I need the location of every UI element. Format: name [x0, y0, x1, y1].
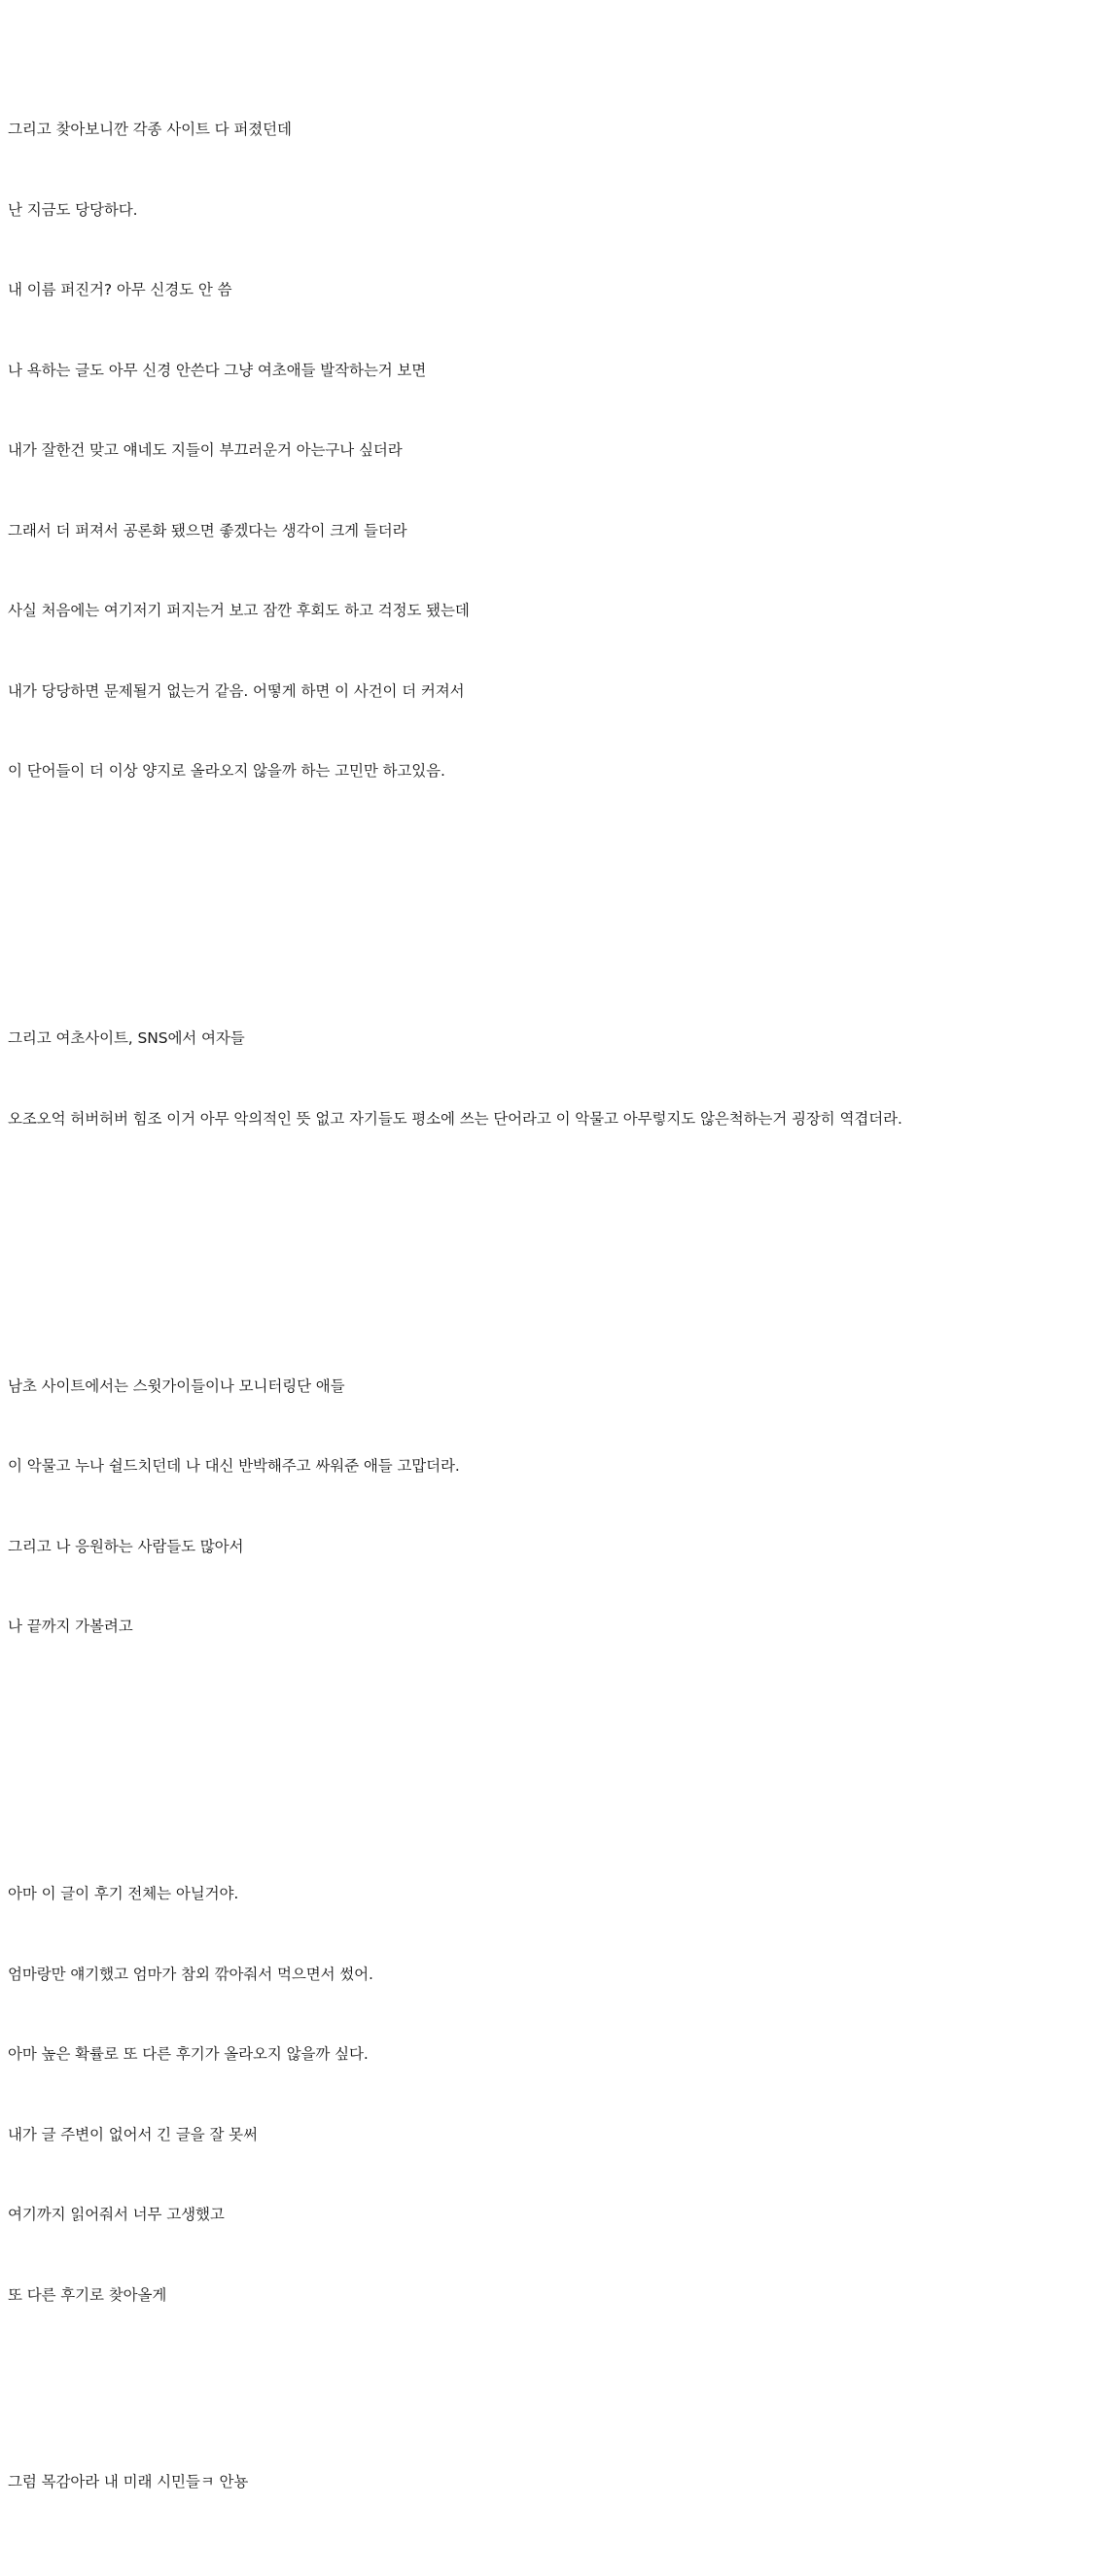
text-line: 사실 처음에는 여기저기 퍼지는거 보고 잠깐 후회도 하고 걱정도 됐는데 [8, 602, 470, 619]
paragraph-3 [8, 1320, 1093, 1694]
text-line: 여기까지 읽어줘서 너무 고생했고 [8, 2206, 225, 2223]
paragraph-1 [8, 63, 1093, 839]
text-line: 그래서 더 퍼져서 공론화 됐으면 좋겠다는 생각이 크게 들더라 [8, 521, 407, 540]
text-line: 또 다른 후기로 찾아올게 [8, 2285, 167, 2304]
text-line: 그리고 여초사이트, SNS에서 여자들 [8, 1029, 245, 1047]
text-line: 이 단어들이 더 이상 양지로 올라오지 않을까 하는 고민만 하고있음. [8, 762, 445, 780]
text-line: 나 끝까지 가볼려고 [8, 1618, 133, 1635]
text-line: 남초 사이트에서는 스윗가이들이나 모니터링단 애들 [8, 1376, 345, 1395]
text-line: 내 이름 퍼진거? 아무 신경도 안 씀 [8, 281, 232, 298]
paragraph-5 [8, 2416, 1093, 2550]
text-line: 아마 높은 확률로 또 다른 후기가 올라오지 않을까 싶다. [8, 2045, 369, 2063]
text-line: 난 지금도 당당하다. [8, 200, 138, 219]
text-line: 아마 이 글이 후기 전체는 아닐거야. [8, 1885, 239, 1902]
text-line: 내가 당당하면 문제될거 없는거 같음. 어떻게 하면 이 사건이 더 커져서 [8, 681, 465, 700]
text-line: 나 욕하는 글도 아무 신경 안쓴다 그냥 여초애들 발작하는거 보면 [8, 361, 427, 379]
paragraph-2 [8, 972, 1093, 1186]
text-line: 그리고 찾아보니깐 각종 사이트 다 퍼졌던데 [8, 121, 292, 138]
blank-line [8, 892, 1093, 920]
text-line: 오조오억 허버허버 힘조 이거 아무 악의적인 뜻 없고 자기들도 평소에 쓰는 단어라고 이 악물고 아무렇지도 않은척하는거 굉장히 역겹더라. [8, 1109, 902, 1128]
blank-line [8, 1239, 1093, 1267]
text-line: 이 악물고 누나 쉴드치던데 나 대신 반박해주고 싸워준 애들 고맙더라. [8, 1457, 460, 1475]
text-line: 엄마랑만 얘기했고 엄마가 참외 깎아줘서 먹으면서 썼어. [8, 1965, 373, 1983]
text-line-partial: 그럼 목감아라 내 미래 시민들ㅋ 안뇽 [8, 2473, 249, 2490]
text-line: 내가 잘한건 맞고 얘네도 지들이 부끄러운거 아는구나 싶더라 [8, 441, 403, 459]
text-line: 그리고 나 응원하는 사람들도 많아서 [8, 1537, 244, 1555]
text-line: 내가 글 주변이 없어서 긴 글을 잘 못써 [8, 2125, 258, 2143]
paragraph-4 [8, 1828, 1093, 2362]
blank-line [8, 1748, 1093, 1775]
